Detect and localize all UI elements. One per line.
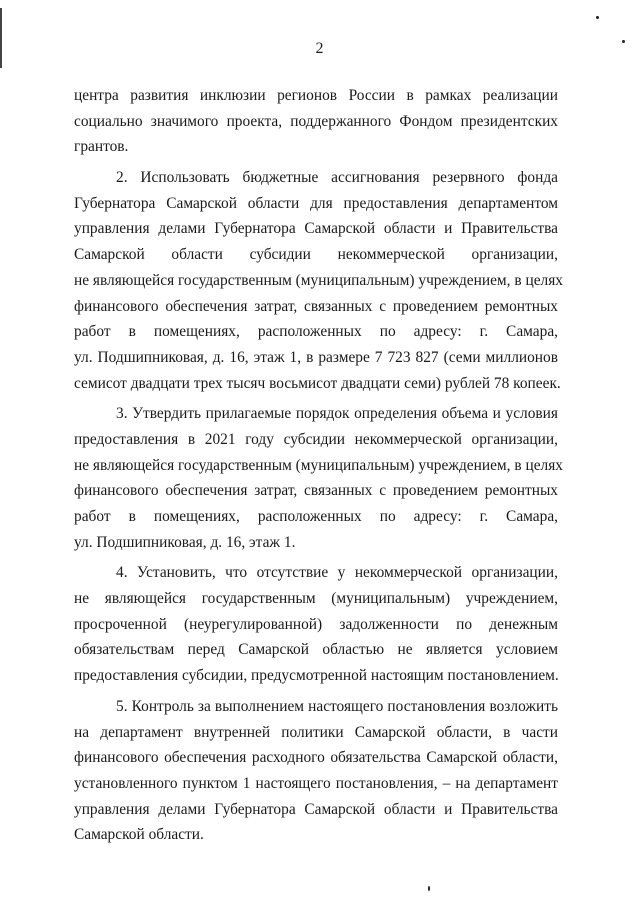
text-line: Губернатора Самарской области для предоставления департаментом	[74, 194, 558, 212]
text-line: 3. Утвердить прилагаемые порядок определения объема и условия	[116, 405, 558, 423]
text-line: 5. Контроль за выполнением настоящего постановления возложить	[116, 697, 558, 715]
text-line: финансового обеспечения расходного обязательства Самарской области,	[74, 749, 558, 767]
text-line: обязательствам перед Самарской областью не является условием	[74, 641, 558, 659]
text-line: не являющейся государственным (муниципальным) учреждением,	[74, 590, 558, 608]
text-line: Самарской области.	[74, 826, 204, 844]
text-line: семисот двадцати трех тысяч восьмисот двадцати семи) рублей 78 копеек.	[74, 374, 561, 392]
text-line: установленного пунктом 1 настоящего постановления, – на департамент	[74, 774, 558, 792]
text-line: грантов.	[74, 138, 129, 156]
text-line: ул. Подшипниковая, д. 16, этаж 1, в размере 7 723 827 (семи миллионов	[74, 348, 558, 366]
text-line: Самарской области субсидии некоммерческой организации,	[74, 246, 558, 264]
text-line: управления делами Губернатора Самарской области и Правительства	[74, 800, 558, 818]
page-number: 2	[315, 40, 324, 57]
text-line: не являющейся государственным (муниципальным) учреждением, в целях	[74, 456, 564, 474]
text-line: работ в помещениях, расположенных по адресу: г. Самара,	[74, 508, 558, 525]
text-line: центра развития инклюзии регионов России в рамках реализации	[74, 87, 558, 104]
text-line: 4. Установить, что отсутствие у некоммерческой организации,	[116, 564, 558, 582]
text-line: 2. Использовать бюджетные ассигнования резервного фонда	[116, 169, 558, 187]
text-line: просроченной (неурегулированной) задолженности по денежным	[74, 615, 558, 633]
scan-speck	[596, 16, 599, 19]
paragraph-p-4	[74, 560, 558, 688]
text-line: ул. Подшипниковая, д. 16, этаж 1.	[74, 533, 296, 551]
text-line: на департамент внутренней политики Самарской области, в части	[74, 723, 558, 741]
text-line: работ в помещениях, расположенных по адресу: г. Самара,	[74, 323, 558, 341]
paragraph-p-5	[74, 694, 558, 848]
paragraph-p-3	[74, 401, 564, 555]
text-line: управления делами Губернатора Самарской области и Правительства	[74, 220, 558, 238]
document-body	[74, 83, 564, 853]
text-line: финансового обеспечения затрат, связанных с проведением ремонтных	[74, 482, 558, 500]
scan-speck	[428, 886, 430, 891]
paragraph-p-intro	[74, 83, 558, 160]
paragraph-p-2	[74, 165, 564, 396]
text-line: предоставления субсидии, предусмотренной настоящим постановлением.	[74, 667, 559, 685]
text-line: финансового обеспечения затрат, связанных с проведением ремонтных	[74, 297, 558, 315]
text-line: социально значимого проекта, поддержанного Фондом президентских	[74, 112, 558, 130]
text-line: не являющейся государственным (муниципальным) учреждением, в целях	[74, 271, 564, 289]
scan-edge-mark	[0, 8, 2, 68]
text-line: предоставления в 2021 году субсидии некоммерческой организации,	[74, 430, 558, 448]
